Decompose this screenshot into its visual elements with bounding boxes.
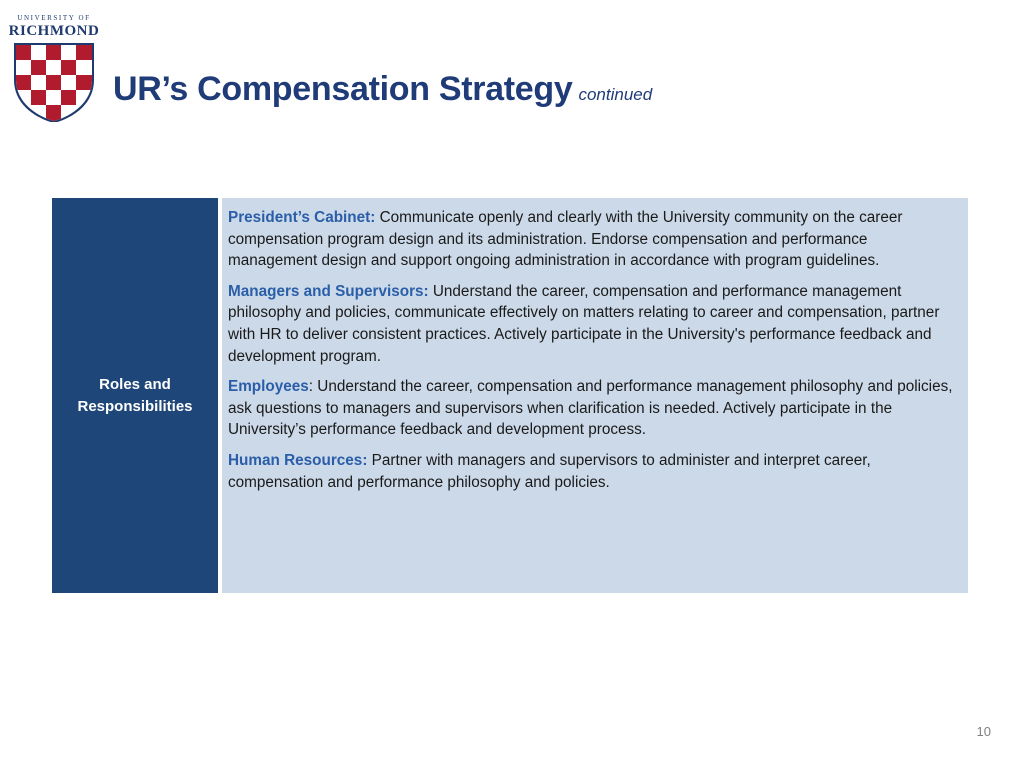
roles-table xyxy=(52,198,968,593)
roles-label-cell xyxy=(52,198,218,593)
entry-text: : Understand the career, compensation and performance management philosophy and policies, ask questions to managers and supervisors when clarification is needed. Actively participate in the University’s performance feedback and development process. xyxy=(228,378,953,439)
logo-wordmark xyxy=(8,14,100,39)
entry-text: Partner with managers and supervisors to administer and interpret career, compensation and performance philosophy and policies. xyxy=(228,451,871,491)
shield-icon xyxy=(12,42,96,122)
title-subtitle: continued xyxy=(578,85,653,104)
entry-employees xyxy=(228,376,956,441)
entry-lead: Employees xyxy=(228,378,309,396)
page-number: 10 xyxy=(976,724,991,739)
entry-presidents-cabinet xyxy=(228,207,956,272)
entry-managers-supervisors xyxy=(228,281,956,367)
entry-lead: Human Resources: xyxy=(228,451,368,469)
entry-text: Communicate openly and clearly with the University community on the career compensation program design and its administration. Endorse compensation and performance management design and support ongoing administration in accordance with program guidelines. xyxy=(228,209,903,270)
entry-lead: Managers and Supervisors: xyxy=(228,282,429,300)
title-main: UR’s Compensation Strategy xyxy=(113,70,573,108)
logo-richmond: RICHMOND xyxy=(8,23,100,39)
entry-human-resources xyxy=(228,450,956,493)
university-logo xyxy=(8,14,100,122)
entry-lead: President’s Cabinet: xyxy=(228,209,376,226)
roles-content-cell xyxy=(222,198,968,593)
logo-university-of: UNIVERSITY OF xyxy=(17,14,91,22)
page-title xyxy=(113,70,652,109)
entry-text: Understand the career, compensation and performance management philosophy and policies, communicate effectively on matters relating to career and compensation, partner with HR to deliver consistent practices. Actively participate in the University's performance feedback and development program. xyxy=(228,282,940,365)
roles-label: Roles and Responsibilities xyxy=(77,375,193,415)
